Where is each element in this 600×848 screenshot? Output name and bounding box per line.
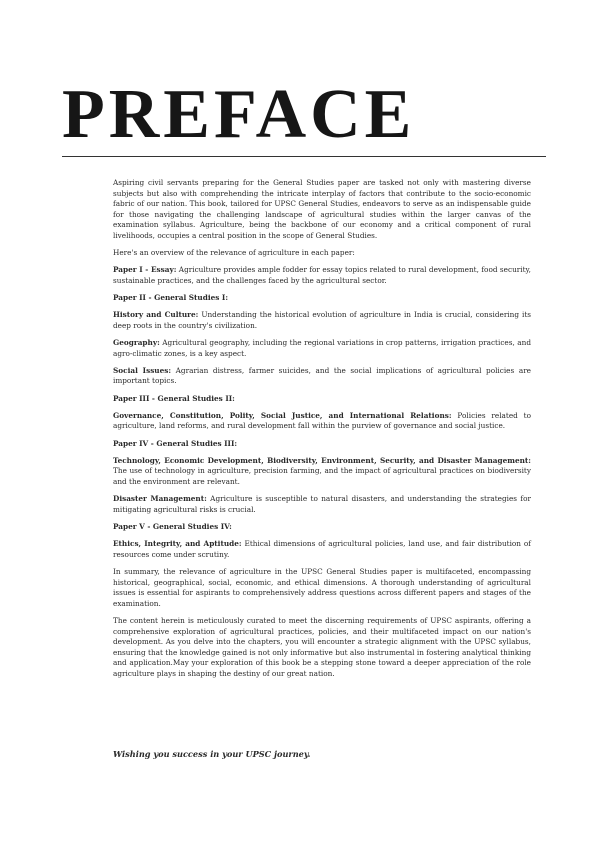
ethics-text: Ethical dimensions of agricultural policies, land use, and fair distribution of resources come under scrutiny. [113, 539, 532, 559]
geography-paragraph [113, 338, 531, 359]
paper4-heading: Paper IV - General Studies III: [113, 438, 238, 448]
disaster-paragraph [113, 494, 531, 515]
technology-paragraph [113, 456, 531, 488]
disaster-label: Disaster Management: [113, 494, 207, 504]
page-title: PREFACE [62, 76, 416, 153]
title-divider [62, 156, 546, 157]
social-paragraph [113, 366, 531, 387]
paper2-heading: Paper II - General Studies I: [113, 293, 229, 303]
governance-label: Governance, Constitution, Polity, Social Justice, and International Relations: [113, 410, 452, 420]
paper1-paragraph [113, 265, 531, 286]
paper5-heading: Paper V - General Studies IV: [113, 521, 232, 531]
summary-paragraph: In summary, the relevance of agriculture in the UPSC General Studies paper is multifaceted, encompassing historical, geographical, social, economic, and ethical dimensions. A thorough understanding of agricultural issues is essential for aspirants to comprehensively address questions across different papers and stages of the examination. [113, 566, 531, 608]
social-text: Agrarian distress, farmer suicides, and the social implications of agricultural policies are important topics. [113, 365, 531, 386]
paper3-heading: Paper III - General Studies II: [113, 393, 235, 403]
history-paragraph [113, 310, 531, 331]
intro-paragraph: Aspiring civil servants preparing for the General Studies paper are tasked not only with mastering diverse subjects but also with comprehending the intricate interplay of factors that contribute to the socio-economic fabric of our nation. This book, tailored for UPSC General Studies, endeavors to serve as an indispensable guide for those navigating the challenging landscape of agricultural studies within the larger canvas of the examination syllabus. Agriculture, being the backbone of our economy and a critical component of rural livelihoods, occupies a central position in the scope of General Studies. [113, 178, 531, 240]
social-label: Social Issues: [113, 365, 172, 375]
technology-text: The use of technology in agriculture, precision farming, and the impact of agricultural practices on biodiversity and the environment are relevant. [113, 466, 531, 486]
content-paragraph: The content herein is meticulously curated to meet the discerning requirements of UPSC aspirants, offering a comprehensive exploration of agricultural practices, policies, and their multifaceted impact on our nation's development. As you delve into the chapters, you will encounter a strategic alignment with the UPSC syllabus, ensuring that the knowledge gained is not only informative but also instrumental in fostering analytical thinking and application.May your exploration of this book be a stepping stone toward a deeper appreciation of the role agriculture plays in shaping the destiny of our great nation. [113, 615, 531, 678]
governance-text: Policies related to agriculture, land reforms, and rural development fall within the purview of governance and social justice. [113, 410, 532, 431]
history-text: Understanding the historical evolution of agriculture in India is crucial, considering its deep roots in the country's civilization. [113, 310, 531, 330]
preface-body [113, 178, 531, 686]
ethics-paragraph [113, 539, 531, 560]
geography-text: Agricultural geography, including the regional variations in crop patterns, irrigation practices, and agro-climatic zones, is a key aspect. [113, 338, 531, 358]
disaster-text: Agriculture is susceptible to natural disasters, and understanding the strategies for mitigating agricultural risks is crucial. [113, 494, 531, 514]
ethics-label: Ethics, Integrity, and Aptitude: [113, 539, 242, 549]
paper1-label: Paper I - Essay: [113, 265, 177, 275]
geography-label: Geography: [113, 338, 160, 348]
history-label: History and Culture: [113, 310, 199, 320]
governance-paragraph [113, 411, 531, 432]
technology-label: Technology, Economic Development, Biodiversity, Environment, Security, and Disaster Management: [113, 455, 531, 465]
closing-line: Wishing you success in your UPSC journey. [113, 749, 311, 759]
paper1-text: Agriculture provides ample fodder for essay topics related to rural development, food security, sustainable practices, and the challenges faced by the agricultural sector. [113, 265, 531, 285]
overview-paragraph: Here's an overview of the relevance of agriculture in each paper: [113, 248, 355, 258]
